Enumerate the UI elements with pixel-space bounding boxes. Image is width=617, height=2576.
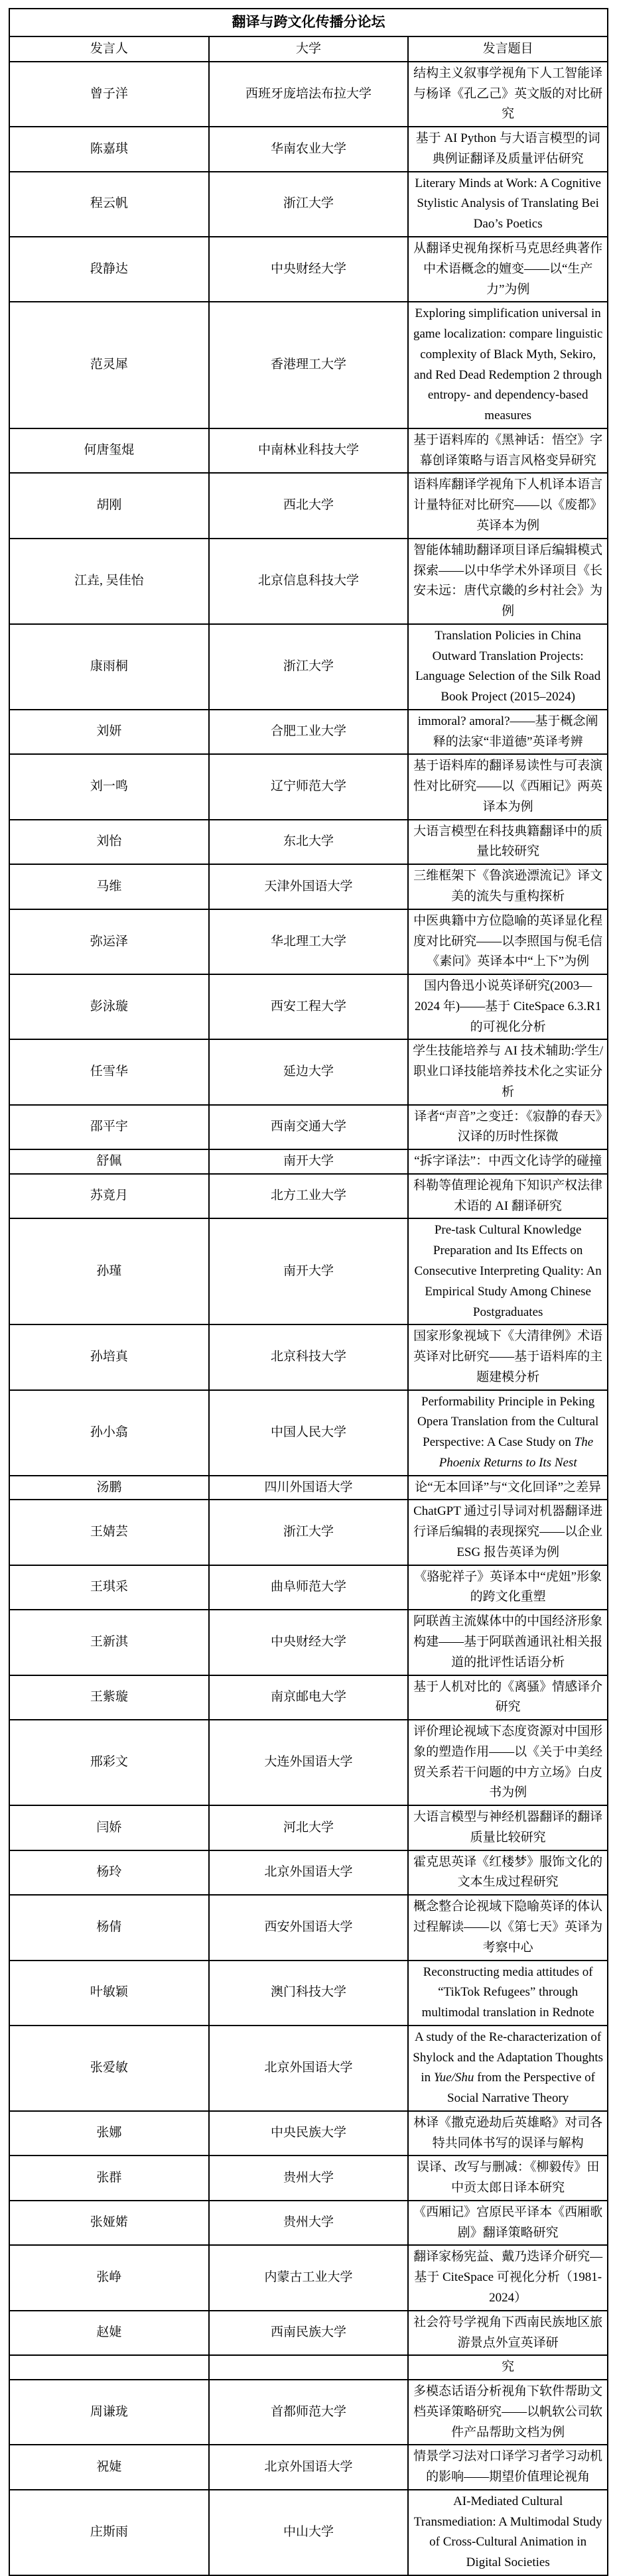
speaker-cell: 邵平宇 bbox=[9, 1105, 209, 1150]
table-row bbox=[9, 2445, 608, 2490]
university-cell: 北京科技大学 bbox=[209, 1324, 409, 1389]
table-row bbox=[9, 1174, 608, 1219]
speaker-cell: 范灵犀 bbox=[9, 302, 209, 428]
speaker-cell: 周谦珑 bbox=[9, 2380, 209, 2445]
table-row bbox=[9, 754, 608, 819]
university-cell: 贵州大学 bbox=[209, 2156, 409, 2201]
university-cell: 香港理工大学 bbox=[209, 302, 409, 428]
speaker-cell: 任雪华 bbox=[9, 1039, 209, 1104]
speaker-cell: 赵婕 bbox=[9, 2311, 209, 2356]
speaker-cell: 汤鹏 bbox=[9, 1476, 209, 1500]
university-cell: 西班牙庞培法布拉大学 bbox=[209, 62, 409, 127]
talk-title-cell: 霍克思英译《红楼梦》服饰文化的文本生成过程研究 bbox=[408, 1850, 608, 1896]
speaker-cell: 刘一鸣 bbox=[9, 754, 209, 819]
university-cell: 西安外国语大学 bbox=[209, 1895, 409, 1960]
table-row bbox=[9, 428, 608, 474]
speaker-cell: 张娜 bbox=[9, 2111, 209, 2156]
talk-title-cell: 科勒等值理论视角下知识产权法律术语的 AI 翻译研究 bbox=[408, 1174, 608, 1219]
talk-title-cell: immoral? amoral?——基于概念阐释的法家“非道德”英译考辨 bbox=[408, 710, 608, 755]
talk-title-cell: 误译、改写与删减：《柳毅传》田中贡太郎日译本研究 bbox=[408, 2156, 608, 2201]
speaker-cell: 苏竟月 bbox=[9, 1174, 209, 1219]
university-cell: 辽宁师范大学 bbox=[209, 754, 409, 819]
talk-title-cell: 语料库翻译学视角下人机译本语言计量特征对比研究——以《废都》英译本为例 bbox=[408, 473, 608, 538]
speaker-cell: 王紫璇 bbox=[9, 1675, 209, 1720]
forum-program-table bbox=[9, 8, 608, 2576]
talk-title-cell: 评价理论视域下态度资源对中国形象的塑造作用——以《关于中美经贸关系若干问题的中方立场》白皮书为例 bbox=[408, 1720, 608, 1805]
table-row bbox=[9, 1565, 608, 1610]
university-cell: 四川外国语大学 bbox=[209, 1476, 409, 1500]
talk-title-cell: 究 bbox=[408, 2355, 608, 2380]
talk-title-cell: 智能体辅助翻译项目译后编辑模式探索——以中华学术外译项目《长安未远：唐代京畿的乡村社会》为例 bbox=[408, 539, 608, 624]
table-row bbox=[9, 1390, 608, 1476]
speaker-cell: 张娅婼 bbox=[9, 2201, 209, 2246]
table-row bbox=[9, 2245, 608, 2310]
talk-title-cell: 三维框架下《鲁滨逊漂流记》译文美的流失与重构探析 bbox=[408, 864, 608, 909]
university-cell: 中央民族大学 bbox=[209, 2111, 409, 2156]
speaker-cell: 胡刚 bbox=[9, 473, 209, 538]
talk-title-italic-segment: The Phoenix Returns to Its Nest bbox=[439, 1435, 594, 1470]
table-row bbox=[9, 2156, 608, 2201]
speaker-cell: 陈嘉琪 bbox=[9, 127, 209, 172]
university-cell: 北京信息科技大学 bbox=[209, 539, 409, 624]
talk-title-cell: 从翻译史视角探析马克思经典著作中术语概念的嬗变——以“生产力”为例 bbox=[408, 237, 608, 302]
page-title: 翻译与跨文化传播分论坛 bbox=[9, 9, 608, 36]
speaker-cell: 王婧芸 bbox=[9, 1500, 209, 1565]
table-row bbox=[9, 2026, 608, 2111]
talk-title-cell: 学生技能培养与 AI 技术辅助:学生/职业口译技能培养技术化之实证分析 bbox=[408, 1039, 608, 1104]
university-cell: 华北理工大学 bbox=[209, 909, 409, 974]
table-row bbox=[9, 820, 608, 865]
talk-title-cell: 译者“声音”之变迁：《寂静的春天》汉译的历时性探微 bbox=[408, 1105, 608, 1150]
table-row bbox=[9, 864, 608, 909]
university-cell: 浙江大学 bbox=[209, 624, 409, 710]
forum-table-body bbox=[9, 9, 608, 2575]
talk-title-cell: ChatGPT 通过引导词对机器翻译进行译后编辑的表现探究——以企业 ESG 报告英译为例 bbox=[408, 1500, 608, 1565]
university-cell: 西南民族大学 bbox=[209, 2311, 409, 2356]
table-row bbox=[9, 2311, 608, 2356]
speaker-cell: 孙培真 bbox=[9, 1324, 209, 1389]
table-row bbox=[9, 1895, 608, 1960]
speaker-cell: 孙小翕 bbox=[9, 1390, 209, 1476]
university-cell: 南开大学 bbox=[209, 1149, 409, 1174]
speaker-cell: 刘怡 bbox=[9, 820, 209, 865]
talk-title-cell: 结构主义叙事学视角下人工智能译与杨译《孔乙己》英文版的对比研究 bbox=[408, 62, 608, 127]
university-cell: 贵州大学 bbox=[209, 2201, 409, 2246]
table-row bbox=[9, 2380, 608, 2445]
column-header-topic: 发言题目 bbox=[408, 36, 608, 62]
speaker-cell: 何唐玺焜 bbox=[9, 428, 209, 474]
table-row bbox=[9, 1961, 608, 2026]
talk-title-cell: 《骆驼祥子》英译本中“虎妞”形象的跨文化重塑 bbox=[408, 1565, 608, 1610]
talk-title-cell: 国内鲁迅小说英译研究(2003—2024 年)——基于 CiteSpace 6.3.R1 的可视化分析 bbox=[408, 974, 608, 1039]
speaker-cell: 刘妍 bbox=[9, 710, 209, 755]
talk-title-cell: 翻译家杨宪益、戴乃迭译介研究—基于 CiteSpace 可视化分析（1981-2024） bbox=[408, 2245, 608, 2310]
talk-title-cell: 中医典籍中方位隐喻的英译显化程度对比研究——以李照国与倪毛信《素问》英译本中“上下”为例 bbox=[408, 909, 608, 974]
talk-title-cell: 基于 AI Python 与大语言模型的词典例证翻译及质量评估研究 bbox=[408, 127, 608, 172]
speaker-cell: 程云帆 bbox=[9, 172, 209, 237]
university-cell: 东北大学 bbox=[209, 820, 409, 865]
talk-title-cell: 基于语料库的《黑神话：悟空》字幕创译策略与语言风格变异研究 bbox=[408, 428, 608, 474]
speaker-cell: 杨倩 bbox=[9, 1895, 209, 1960]
table-row bbox=[9, 1218, 608, 1324]
speaker-cell: 弥运泽 bbox=[9, 909, 209, 974]
talk-title-cell: Pre-task Cultural Knowledge Preparation and Its Effects on Consecutive Interpreting Quality: An Empirical Study Among Chinese Postgraduates bbox=[408, 1218, 608, 1324]
table-row bbox=[9, 1500, 608, 1565]
university-cell: 北方工业大学 bbox=[209, 1174, 409, 1219]
table-header-row bbox=[9, 36, 608, 62]
university-cell: 西南交通大学 bbox=[209, 1105, 409, 1150]
table-row bbox=[9, 1476, 608, 1500]
speaker-cell: 彭泳璇 bbox=[9, 974, 209, 1039]
talk-title-segment: from the Perspective of Social Narrative Theory bbox=[447, 2071, 595, 2106]
table-row bbox=[9, 1675, 608, 1720]
talk-title-cell: 国家形象视域下《大清律例》术语英译对比研究——基于语料库的主题建模分析 bbox=[408, 1324, 608, 1389]
table-row bbox=[9, 1805, 608, 1850]
talk-title-segment: A study of the Re-characterization of Shylock and the Adaptation Thoughts in bbox=[413, 2029, 604, 2085]
talk-title-cell: 大语言模型在科技典籍翻译中的质量比较研究 bbox=[408, 820, 608, 865]
university-cell: 北京外国语大学 bbox=[209, 2026, 409, 2111]
talk-title-cell: 社会符号学视角下西南民族地区旅游景点外宣英译研 bbox=[408, 2311, 608, 2356]
table-row bbox=[9, 237, 608, 302]
talk-title-cell: Exploring simplification universal in game localization: compare linguistic complexity of Black Myth, Sekiro, and Red Dead Redemption 2 through entropy- and dependency-based measures bbox=[408, 302, 608, 428]
speaker-cell: 江垚, 吴佳怡 bbox=[9, 539, 209, 624]
speaker-cell: 康雨桐 bbox=[9, 624, 209, 710]
speaker-cell: 张爱敏 bbox=[9, 2026, 209, 2111]
speaker-cell: 曾子洋 bbox=[9, 62, 209, 127]
talk-title-cell bbox=[408, 1390, 608, 1476]
talk-title-cell: 基于语料库的翻译易读性与可表演性对比研究——以《西厢记》两英译本为例 bbox=[408, 754, 608, 819]
speaker-cell: 邢彩文 bbox=[9, 1720, 209, 1805]
university-cell: 中南林业科技大学 bbox=[209, 428, 409, 474]
table-row bbox=[9, 2355, 608, 2380]
university-cell: 中央财经大学 bbox=[209, 237, 409, 302]
table-row bbox=[9, 1720, 608, 1805]
university-cell: 浙江大学 bbox=[209, 172, 409, 237]
table-row bbox=[9, 909, 608, 974]
university-cell: 西安工程大学 bbox=[209, 974, 409, 1039]
talk-title-cell: 《西厢记》宫原民平译本《西厢歌剧》翻译策略研究 bbox=[408, 2201, 608, 2246]
column-header-speaker: 发言人 bbox=[9, 36, 209, 62]
talk-title-cell: 林译《撒克逊劫后英雄略》对司各特共同体书写的误译与解构 bbox=[408, 2111, 608, 2156]
talk-title-cell: Translation Policies in China Outward Translation Projects: Language Selection of the Silk Road Book Project (2015–2024) bbox=[408, 624, 608, 710]
table-row bbox=[9, 2490, 608, 2575]
table-row bbox=[9, 2111, 608, 2156]
talk-title-cell: 阿联酋主流媒体中的中国经济形象构建——基于阿联酋通讯社相关报道的批评性话语分析 bbox=[408, 1610, 608, 1675]
talk-title-cell: Literary Minds at Work: A Cognitive Stylistic Analysis of Translating Bei Dao’s Poetics bbox=[408, 172, 608, 237]
table-row bbox=[9, 473, 608, 538]
university-cell: 澳门科技大学 bbox=[209, 1961, 409, 2026]
table-row bbox=[9, 127, 608, 172]
table-row bbox=[9, 1324, 608, 1389]
speaker-cell: 叶敏颖 bbox=[9, 1961, 209, 2026]
university-cell: 大连外国语大学 bbox=[209, 1720, 409, 1805]
talk-title-cell: 概念整合论视域下隐喻英译的体认过程解读——以《第七天》英译为考察中心 bbox=[408, 1895, 608, 1960]
speaker-cell bbox=[9, 2355, 209, 2380]
speaker-cell: 王新淇 bbox=[9, 1610, 209, 1675]
university-cell: 中央财经大学 bbox=[209, 1610, 409, 1675]
talk-title-cell: 论“无本回译”与“文化回译”之差异 bbox=[408, 1476, 608, 1500]
talk-title-italic-segment: Yue/Shu bbox=[433, 2071, 474, 2085]
table-row bbox=[9, 172, 608, 237]
speaker-cell: 闫娇 bbox=[9, 1805, 209, 1850]
table-row bbox=[9, 62, 608, 127]
column-header-university: 大学 bbox=[209, 36, 409, 62]
university-cell: 南京邮电大学 bbox=[209, 1675, 409, 1720]
talk-title-cell: 多模态话语分析视角下软件帮助文档英译策略研究——以帆软公司软件产品帮助文档为例 bbox=[408, 2380, 608, 2445]
speaker-cell: 段静达 bbox=[9, 237, 209, 302]
table-row bbox=[9, 302, 608, 428]
university-cell: 西北大学 bbox=[209, 473, 409, 538]
university-cell: 北京外国语大学 bbox=[209, 1850, 409, 1896]
speaker-cell: 舒佩 bbox=[9, 1149, 209, 1174]
speaker-cell: 马维 bbox=[9, 864, 209, 909]
speaker-cell: 孙瑾 bbox=[9, 1218, 209, 1324]
talk-title-cell: Reconstructing media attitudes of “TikTok Refugees” through multimodal translation in Rednote bbox=[408, 1961, 608, 2026]
table-row bbox=[9, 710, 608, 755]
table-row bbox=[9, 539, 608, 624]
table-row bbox=[9, 2201, 608, 2246]
university-cell bbox=[209, 2355, 409, 2380]
university-cell: 合肥工业大学 bbox=[209, 710, 409, 755]
university-cell: 浙江大学 bbox=[209, 1500, 409, 1565]
table-row bbox=[9, 1039, 608, 1104]
talk-title-cell bbox=[408, 2026, 608, 2111]
university-cell: 首都师范大学 bbox=[209, 2380, 409, 2445]
talk-title-cell: 大语言模型与神经机器翻译的翻译质量比较研究 bbox=[408, 1805, 608, 1850]
table-row bbox=[9, 1610, 608, 1675]
talk-title-cell: 情景学习法对口译学习者学习动机的影响——期望价值理论视角 bbox=[408, 2445, 608, 2490]
talk-title-segment: Performability Principle in Peking Opera Translation from the Cultural Perspective: A Case Study on bbox=[417, 1394, 599, 1450]
table-row bbox=[9, 1850, 608, 1896]
university-cell: 内蒙古工业大学 bbox=[209, 2245, 409, 2310]
university-cell: 中国人民大学 bbox=[209, 1390, 409, 1476]
table-row bbox=[9, 624, 608, 710]
table-row bbox=[9, 974, 608, 1039]
talk-title-cell: “拆字译法”：中西文化诗学的碰撞 bbox=[408, 1149, 608, 1174]
speaker-cell: 张群 bbox=[9, 2156, 209, 2201]
university-cell: 天津外国语大学 bbox=[209, 864, 409, 909]
speaker-cell: 王琪采 bbox=[9, 1565, 209, 1610]
university-cell: 北京外国语大学 bbox=[209, 2445, 409, 2490]
university-cell: 河北大学 bbox=[209, 1805, 409, 1850]
speaker-cell: 杨玲 bbox=[9, 1850, 209, 1896]
table-title-row bbox=[9, 9, 608, 36]
talk-title-cell: AI-Mediated Cultural Transmediation: A Multimodal Study of Cross-Cultural Animation in Digital Societies bbox=[408, 2490, 608, 2575]
table-row bbox=[9, 1149, 608, 1174]
university-cell: 中山大学 bbox=[209, 2490, 409, 2575]
university-cell: 华南农业大学 bbox=[209, 127, 409, 172]
speaker-cell: 庄斯雨 bbox=[9, 2490, 209, 2575]
speaker-cell: 祝婕 bbox=[9, 2445, 209, 2490]
university-cell: 延边大学 bbox=[209, 1039, 409, 1104]
talk-title-cell: 基于人机对比的《离骚》情感译介研究 bbox=[408, 1675, 608, 1720]
university-cell: 南开大学 bbox=[209, 1218, 409, 1324]
table-row bbox=[9, 1105, 608, 1150]
speaker-cell: 张峥 bbox=[9, 2245, 209, 2310]
university-cell: 曲阜师范大学 bbox=[209, 1565, 409, 1610]
